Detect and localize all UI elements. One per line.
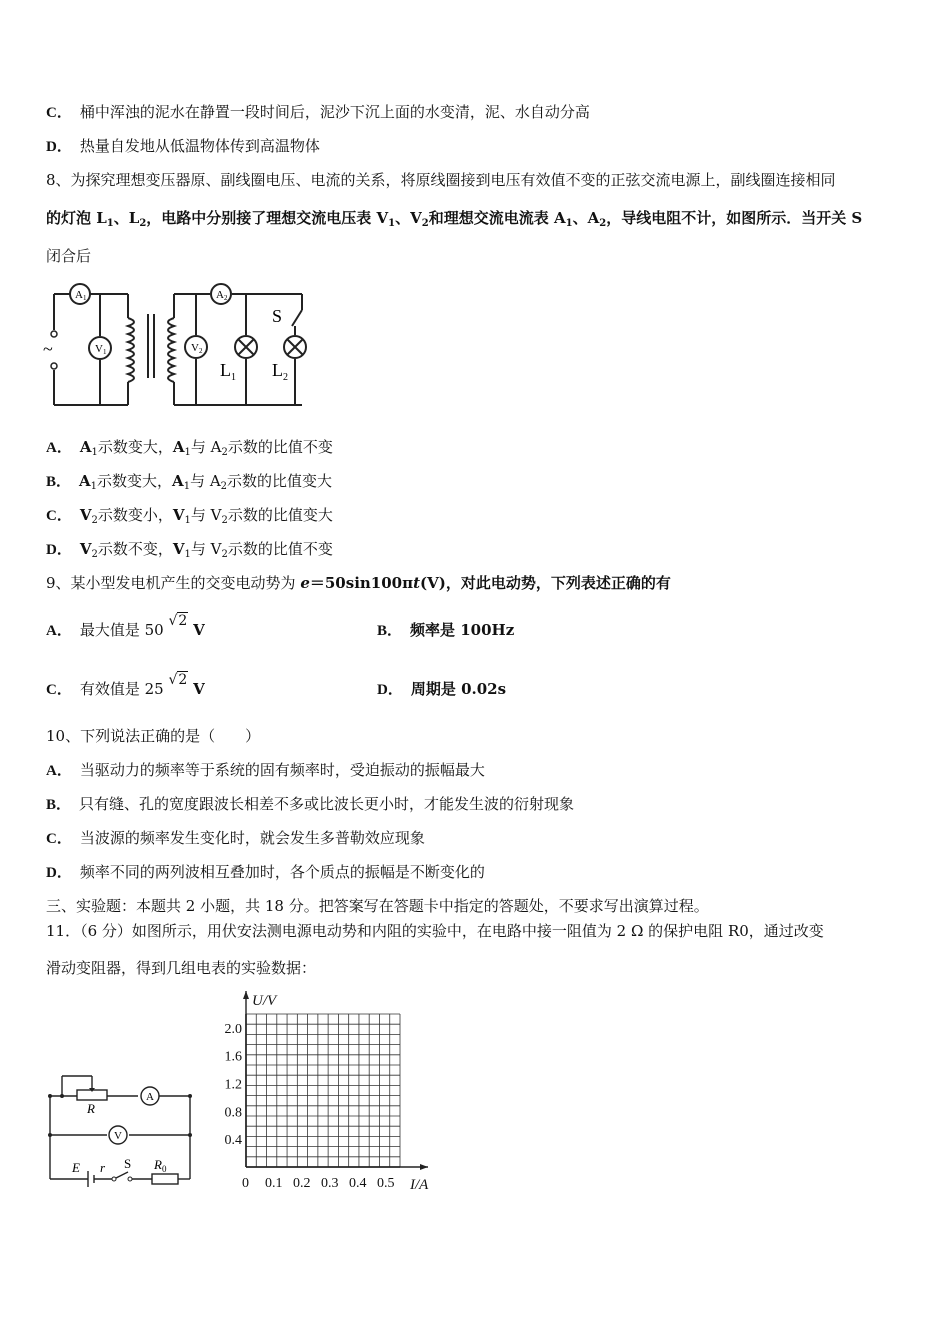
x-tick-label: 0.5 xyxy=(377,1176,395,1191)
sqrt-symbol: √2 xyxy=(168,672,188,688)
q10-stem: 10、下列说法正确的是（ ） xyxy=(46,727,261,745)
x-tick-label: 0.4 xyxy=(349,1176,367,1191)
label-a1: A1 xyxy=(75,289,87,302)
x-tick-label: 0.1 xyxy=(265,1176,283,1191)
y-axis-arrow xyxy=(243,991,249,999)
q10-option-a: A． 当驱动力的频率等于系统的固有频率时，受迫振动的振幅最大 xyxy=(46,761,485,779)
svg-text:S: S xyxy=(124,1156,132,1171)
x-tick-label: 0.2 xyxy=(293,1176,311,1191)
q8-transformer-circuit-figure xyxy=(40,278,320,413)
q9-stem: 9、某小型发电机产生的交变电动势为 e＝50sin100πt(V)，对此电动势，下列表述正确的有 xyxy=(46,574,671,592)
label-v2: V2 xyxy=(191,342,203,355)
svg-text:A: A xyxy=(146,1091,154,1103)
x-axis-arrow xyxy=(420,1164,428,1170)
y-tick-label: 2.0 xyxy=(224,1021,242,1037)
q8-option-b: B． $A_1$示数变大，$A_1$与 $A_2$示数的比值变大 xyxy=(46,472,333,492)
q10-option-d: D． 频率不同的两列波相互叠加时，各个质点的振幅是不断变化的 xyxy=(46,863,485,881)
q11-stem-line1: 11．（6 分）如图所示，用伏安法测电源电动势和内阻的实验中，在电路中接一阻值为 2 Ω 的保护电阻 R0，通过改变 xyxy=(46,922,824,940)
resistor-r0-icon xyxy=(152,1174,178,1184)
q9-option-d: D． 周期是 0.02s xyxy=(377,680,507,698)
q11-circuit-figure xyxy=(42,1068,197,1188)
q7-option-d xyxy=(46,135,320,158)
label-l1: $L_1$ xyxy=(220,360,236,383)
option-text: 热量自发地从低温物体传到高温物体 xyxy=(79,137,320,155)
q8-stem-line3: 闭合后 xyxy=(46,247,92,265)
q10-option-c: C． 当波源的频率发生变化时，就会发生多普勒效应现象 xyxy=(46,829,425,847)
x-tick-label: 0 xyxy=(242,1176,249,1191)
sqrt-symbol: √2 xyxy=(168,613,188,629)
y-axis-label: U/V xyxy=(252,993,277,1009)
option-label: C． xyxy=(46,105,72,121)
y-tick-label: 1.2 xyxy=(224,1077,242,1093)
label-l2: $L_2$ xyxy=(272,360,288,383)
ac-source-symbol: ~ xyxy=(43,339,53,359)
q8-option-d: D． $V_2$示数不变，$V_1$与 $V_2$示数的比值不变 xyxy=(46,540,333,560)
y-tick-label: 0.8 xyxy=(224,1105,242,1121)
x-axis-label: I/A xyxy=(410,1177,429,1193)
label-switch-s: S xyxy=(272,306,283,326)
label-v1: V1 xyxy=(95,343,107,356)
y-tick-label: 1.6 xyxy=(224,1049,242,1065)
x-tick-label: 0.3 xyxy=(321,1176,339,1191)
q8-stem-line2: 的灯泡 $L_1$、$L_2$，电路中分别接了理想交流电压表 $V_1$、$V_2$和理想交流电流表 $A_1$、$A_2$，导线电阻不计，如图所示．当开关 S xyxy=(46,209,863,229)
svg-text:E: E xyxy=(72,1160,80,1175)
svg-text:V: V xyxy=(114,1130,122,1142)
section-3-title: 三、实验题：本题共 2 小题，共 18 分。把答案写在答题卡中指定的答题处，不要求写出演算过程。 xyxy=(46,897,709,915)
q7-option-c xyxy=(46,101,590,124)
q8-option-a: A． $A_1$示数变大，$A_1$与 $A_2$示数的比值不变 xyxy=(46,438,333,458)
q10-option-b: B． 只有缝、孔的宽度跟波长相差不多或比波长更小时，才能发生波的衍射现象 xyxy=(46,795,575,813)
y-tick-label: 0.4 xyxy=(224,1133,242,1149)
q8-option-c: C． $V_2$示数变小，$V_1$与 $V_2$示数的比值变大 xyxy=(46,506,333,526)
svg-text:R0: $R_0$ xyxy=(154,1157,167,1174)
q9-option-a: A． 最大值是 50 √2 V xyxy=(46,619,205,642)
q8-stem-line1: 8、为探究理想变压器原、副线圈电压、电流的关系，将原线圈接到电压有效值不变的正弦交流电源上，副线圈连接相同 xyxy=(46,171,836,189)
svg-text:R: R xyxy=(87,1101,95,1116)
option-text: 桶中浑浊的泥水在静置一段时间后，泥沙下沉上面的水变清，泥、水自动分高 xyxy=(79,103,590,121)
q9-option-c: C． 有效值是 25 √2 V xyxy=(46,678,205,701)
label-a2: A2 xyxy=(216,289,228,302)
q11-stem-line2: 滑动变阻器，得到几组电表的实验数据： xyxy=(46,959,317,977)
q11-u-i-graph xyxy=(200,985,440,1195)
q9-option-b: B． 频率是 100Hz xyxy=(377,621,515,639)
svg-text:r: r xyxy=(100,1160,106,1175)
option-label: D． xyxy=(46,139,72,155)
